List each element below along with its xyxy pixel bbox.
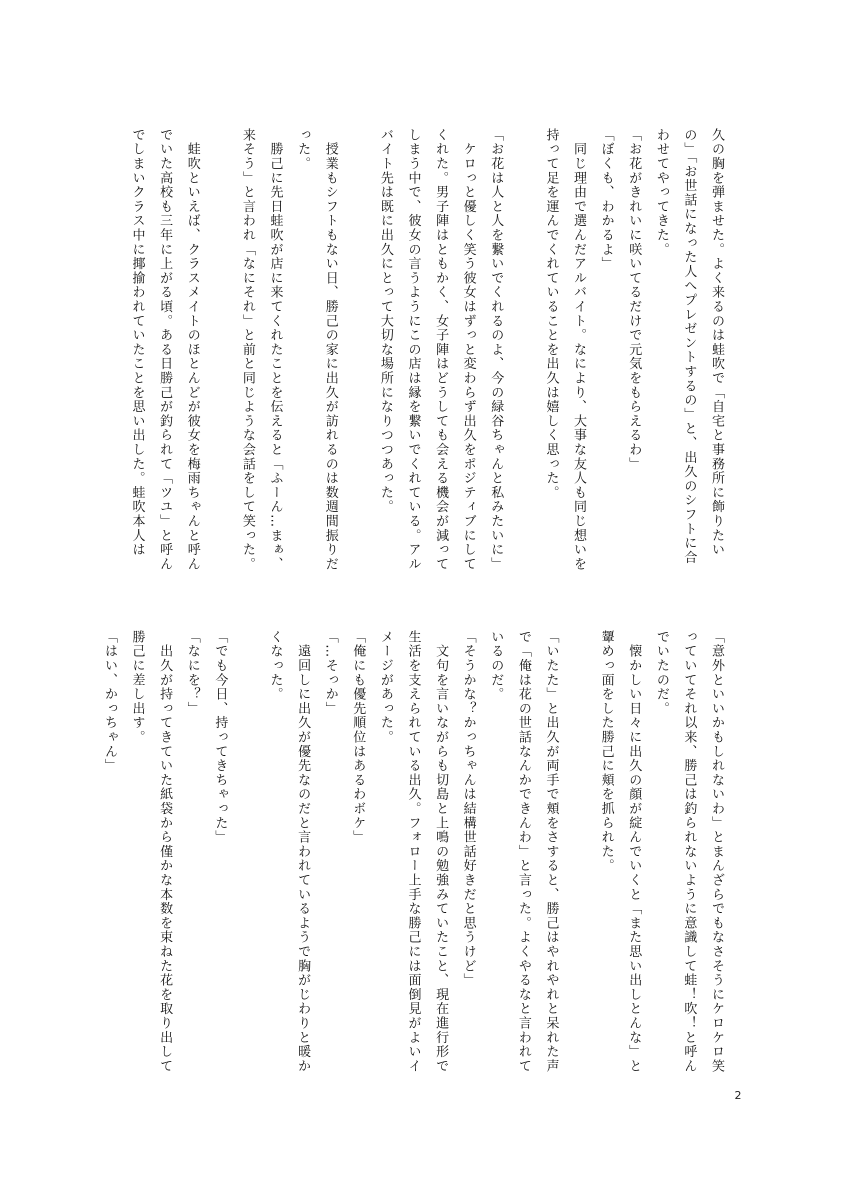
page-number: 2 (734, 1089, 742, 1102)
upper-text-block (130, 128, 730, 578)
text-line (206, 128, 234, 578)
text-line: 持って足を運んでくれていることを出久は嬉しく思った。 (543, 128, 559, 500)
text-line: でいた高校も三年に上がる頃。ある日勝己が釣られて「ツユ」と呼ん (157, 128, 173, 572)
text-line: メージがあった。 (377, 630, 393, 745)
text-line: 「意外といいかもしれないわ」とまんざらでもなさそうにケロケロ笑 (709, 630, 724, 1074)
text-line: 「お花は人と人を繋いでくれるのよ、今の緑谷ちゃんと私みたいに」 (488, 128, 504, 572)
text-line (344, 128, 372, 578)
text-line (564, 630, 592, 1100)
text-line: 「なにを？」 (184, 630, 200, 716)
text-line: 懐かしい日々に出久の顔が綻んでいくと「また思い出しとんな」と (626, 630, 642, 1074)
text-line: 勝己に差し出す。 (129, 630, 145, 745)
text-line: でしまいクラス中に揶揄われていたことを思い出した。蛙吹本人は (129, 128, 145, 557)
text-line: 「いたた」と出久が両手で頬をさすると、勝己はやれやれと呆れた声 (543, 630, 559, 1074)
text-line (509, 128, 537, 578)
text-line: 遠回しに出久が優先なのだと言われているようで胸がじわりと暖か (295, 630, 311, 1074)
text-line: でいたのだ。 (653, 630, 669, 716)
text-line: バイト先は既に出久にとって大切な場所になりつつあった。 (377, 128, 393, 515)
text-line: 来そう」と言われ「なにそれ」と前と同じような会話をして笑った。 (239, 128, 255, 572)
text-line: 「俺にも優先順位はあるわボケ」 (350, 630, 366, 845)
text-line: 「ぼくも、わかるよ」 (598, 128, 614, 271)
text-line: 「お花がきれいに咲いてるだけで元気をもらえるわ」 (626, 128, 642, 472)
text-line: わせてやってきた。 (653, 128, 669, 257)
text-line: 「はい、かっちゃん」 (101, 630, 117, 773)
text-line: っていてそれ以来、勝己は釣られないように意識して蛙！吹！と呼ん (681, 630, 697, 1074)
text-line: いるのだ。 (488, 630, 504, 702)
text-line: しまう中で、彼女の言うようにこの店は縁を繋いでくれている。アル (405, 128, 421, 572)
text-line: 「でも今日、持ってきちゃった」 (212, 630, 228, 845)
text-line: 蛙吹といえば、クラスメイトのほとんどが彼女を梅雨ちゃんと呼ん (184, 128, 200, 572)
text-line: 「…そっか」 (322, 630, 338, 716)
text-line: の」「お世話になった人へプレゼントするの」と、出久のシフトに合 (681, 128, 697, 565)
text-line: 久の胸を弾ませた。よく来るのは蛙吹で「自宅と事務所に飾りたい (709, 128, 724, 557)
text-line: くなった。 (267, 630, 283, 702)
text-line: 同じ理由で選んだアルバイト。なにより、大事な友人も同じ想いを (571, 128, 587, 572)
text-line: 出久が持ってきていた紙袋から僅かな本数を束ねた花を取り出して (157, 630, 173, 1074)
text-line: 「そうかな？かっちゃんは結構世話好きだと思うけど」 (460, 630, 476, 988)
text-line (233, 630, 261, 1100)
text-line: くれた。男子陣はともかく、女子陣はどうしても会える機会が減って (433, 128, 449, 572)
text-line: 文句を言いながらも切島と上鳴の勉強みていたこと、現在進行形で (433, 630, 449, 1074)
lower-text-block (101, 630, 730, 1100)
text-line: 勝己に先日蛙吹が店に来てくれたことを伝えると「ふーん…まぁ、 (267, 128, 283, 572)
text-line: 授業もシフトもない日、勝己の家に出久が訪れるのは数週間振りだ (322, 128, 338, 572)
text-line: った。 (295, 128, 311, 171)
text-line: 顰めっ面をした勝己に頬を抓られた。 (598, 630, 614, 874)
text-line: 生活を支えられている出久。フォロー上手な勝己には面倒見がよいイ (405, 630, 421, 1074)
text-line: ケロっと優しく笑う彼女はずっと変わらず出久をポジティブにして (460, 128, 476, 572)
text-line: で「俺は花の世話なんかできんわ」と言った。よくやるなと言われて (515, 630, 531, 1074)
